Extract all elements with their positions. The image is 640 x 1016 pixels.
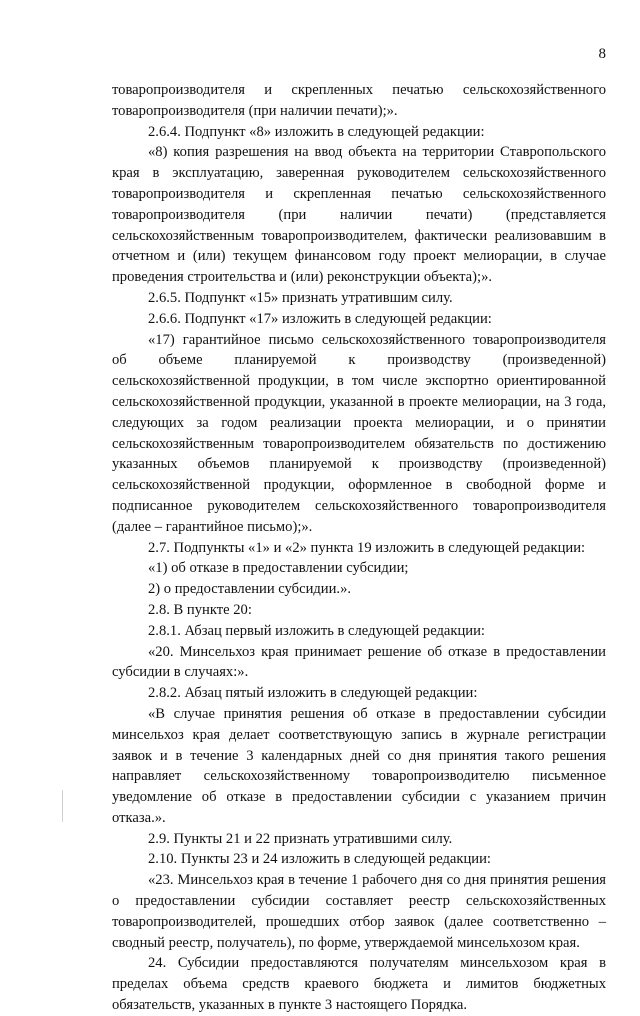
paragraph: «В случае принятия решения об отказе в предоставлении субсидии минсельхоз края делает соответствующую запись в журнале регистрации заявок и в течение 3 календарных дней со дня принятия такого решения направляет сельскохозяйственному товаропроизводителю письменное уведомление об отказе в предоставлении субсидии с указанием причин отказа.». — [112, 705, 606, 826]
paragraph: 2.9. Пункты 21 и 22 признать утратившими силу. — [148, 830, 453, 847]
paragraph: 2.6.5. Подпункт «15» признать утратившим силу. — [148, 289, 453, 306]
paragraph: «8) копия разрешения на ввод объекта на территории Ставропольского края в эксплуатацию, заверенная руководителем сельскохозяйственного товаропроизводителя и скрепленная печатью сельскохозяйственного товаропроизводителя (при наличии печати) (представляется сельскохозяйственным товаропроизводителем, фактически реализовавшим в отчетном и (или) текущем финансовом году проект мелиорации, в случае проведения строительства и (или) реконструкции объекта);». — [112, 144, 606, 286]
paragraph: 2.8.1. Абзац первый изложить в следующей редакции: — [148, 622, 485, 639]
paragraph: «1) об отказе в предоставлении субсидии; — [148, 560, 409, 577]
paragraph: 2.6.4. Подпункт «8» изложить в следующей редакции: — [148, 123, 485, 140]
paragraph: 2) о предоставлении субсидии.». — [148, 581, 352, 598]
paragraph: 2.8. В пункте 20: — [148, 601, 252, 618]
document-body — [112, 80, 606, 1016]
paragraph: 2.6.6. Подпункт «17» изложить в следующей редакции: — [148, 310, 492, 327]
paragraph: «17) гарантийное письмо сельскохозяйственного товаропроизводителя об объеме планируемой к производству (произведенной) сельскохозяйственной продукции, в том числе экспортно ориентированной сельскохозяйственной продукции, указанной в проекте мелиорации, на 3 года, следующих за годом реализации проекта мелиорации, и о принятии сельскохозяйственным товаропроизводителем обязательств по достижению указанных объемов планируемой к производству (произведенной) сельскохозяйственной продукции, оформленное в свободной форме и подписанное руководителем сельскохозяйственного товаропроизводителя (далее – гарантийное письмо);». — [112, 331, 606, 535]
paragraph: товаропроизводителя и скрепленных печатью сельскохозяйственного товаропроизводителя (при наличии печати);». — [112, 82, 606, 119]
paragraph: «23. Минсельхоз края в течение 1 рабочего дня со дня принятия решения о предоставлении субсидии составляет реестр сельскохозяйственных товаропроизводителей, прошедших отбор заявок (далее соответственно – сводный реестр, получатель), по форме, утверждаемой минсельхозом края. — [112, 872, 606, 951]
paragraph: 2.8.2. Абзац пятый изложить в следующей редакции: — [148, 685, 478, 702]
margin-mark — [62, 790, 63, 822]
paragraph: «20. Минсельхоз края принимает решение об отказе в предоставлении субсидии в случаях:». — [112, 643, 606, 681]
paragraph: 2.10. Пункты 23 и 24 изложить в следующей редакции: — [148, 851, 491, 868]
paragraph: 2.7. Подпункты «1» и «2» пункта 19 изложить в следующей редакции: — [148, 539, 586, 556]
page-number: 8 — [598, 46, 606, 62]
paragraph: 24. Субсидии предоставляются получателям минсельхозом края в пределах объема средств краевого бюджета и лимитов бюджетных обязательств, указанных в пункте 3 настоящего Порядка. — [112, 955, 606, 1014]
